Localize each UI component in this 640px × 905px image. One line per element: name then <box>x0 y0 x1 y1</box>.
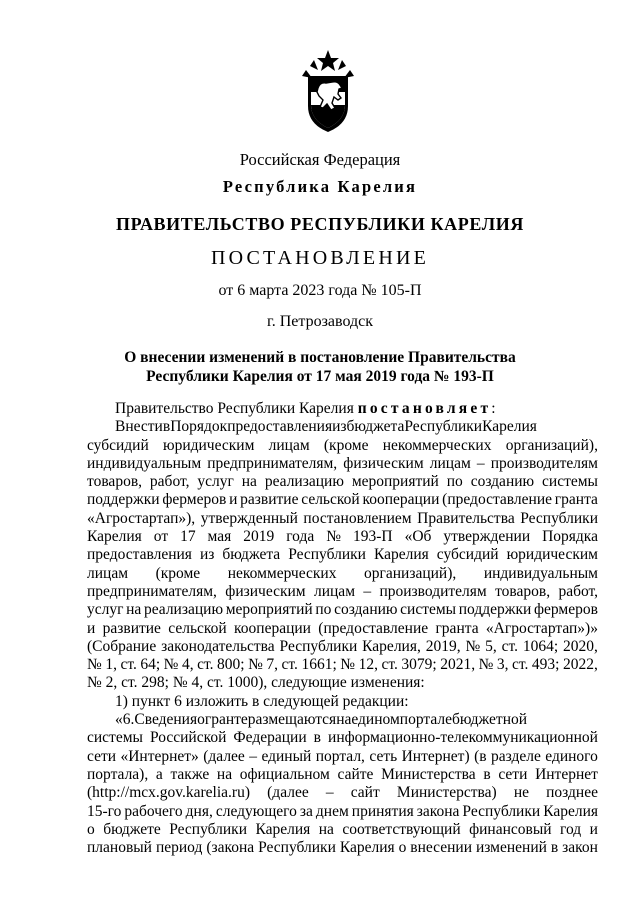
body-line: (Собрание законодательства Республики Карелия, 2019, № 5, ст. 1064; 2020, <box>87 637 598 655</box>
title-line: О внесении изменений в постановление Правительства <box>124 349 516 366</box>
body-line: «6. Сведения о гранте размещаются на едином портале бюджетной <box>115 711 528 729</box>
body-line: Карелия от 17 мая 2019 года № 193-П «Об утверждении Порядка <box>87 528 598 546</box>
body-lead-line <box>87 400 598 418</box>
body-line: 1) пункт 6 изложить в следующей редакции: <box>115 692 409 710</box>
body-line: плановый период (закона Республики Карелия о внесении изменений в закон <box>87 839 598 857</box>
body-line: товаров, работ, услуг на реализацию мероприятий по созданию системы <box>87 473 598 491</box>
body-line: поддержки фермеров и развитие сельской кооперации (предоставление гранта <box>87 491 598 509</box>
body-line: сети «Интернет» (далее – единый портал, сеть Интернет) (в разделе единого <box>87 747 598 765</box>
republic-name: Республика Карелия <box>222 177 418 196</box>
lead-verb: постановляет <box>357 400 492 417</box>
body-line: системы Российской Федерации в информационно-телекоммуникационной <box>87 729 598 747</box>
karelia-coat-of-arms-icon <box>296 48 360 134</box>
body-line: (http://mcx.gov.karelia.ru) (далее – сайт Министерства) не позднее <box>87 784 598 802</box>
title-line: Республики Карелия от 17 мая 2019 года № 193-П <box>146 368 494 385</box>
body-line: портала), а также на официальном сайте Министерства в сети Интернет <box>87 765 598 783</box>
body-line: «Агростартап»), утвержденный постановлением Правительства Республики <box>87 509 598 527</box>
lead-prefix: Правительство Республики Карелия <box>115 400 358 417</box>
body-line: и развитие сельской кооперации (предоставление гранта «Агростартап»)» <box>87 619 598 637</box>
document-body <box>87 400 598 857</box>
body-line: лицам (кроме некоммерческих организаций), индивидуальным <box>87 564 598 582</box>
body-line: услуг на реализацию мероприятий по созданию системы поддержки фермеров <box>87 601 598 619</box>
lead-suffix: : <box>491 400 496 417</box>
body-line: 15-го рабочего дня, следующего за днем принятия закона Республики Карелия <box>87 802 598 820</box>
country-name: Российская Федерация <box>239 150 401 169</box>
document-title <box>0 348 640 386</box>
city: г. Петрозаводск <box>266 313 374 330</box>
body-line: № 2, ст. 298; № 4, ст. 1000), следующие изменения: <box>87 674 425 692</box>
body-line: предпринимателям, физическим лицам – производителям товаров, работ, <box>87 582 598 600</box>
body-line: индивидуальным предпринимателям, физическим лицам – производителям <box>87 454 598 472</box>
document-type: ПОСТАНОВЛЕНИЕ <box>210 247 430 269</box>
body-line: № 1, ст. 64; № 4, ст. 800; № 7, ст. 1661; № 12, ст. 3079; 2021, № 3, ст. 493; 2022, <box>87 656 598 674</box>
body-line: Внести в Порядок предоставления из бюджета Республики Карелия <box>115 418 537 436</box>
date-and-number: от 6 марта 2023 года № 105-П <box>218 282 422 299</box>
government-name: ПРАВИТЕЛЬСТВО РЕСПУБЛИКИ КАРЕЛИЯ <box>116 214 524 234</box>
body-line: предоставления из бюджета Республики Карелия субсидий юридическим <box>87 546 598 564</box>
body-line: субсидий юридическим лицам (кроме некоммерческих организаций), <box>87 436 598 454</box>
body-line: о бюджете Республики Карелия на соответствующий финансовый год и <box>87 820 598 838</box>
